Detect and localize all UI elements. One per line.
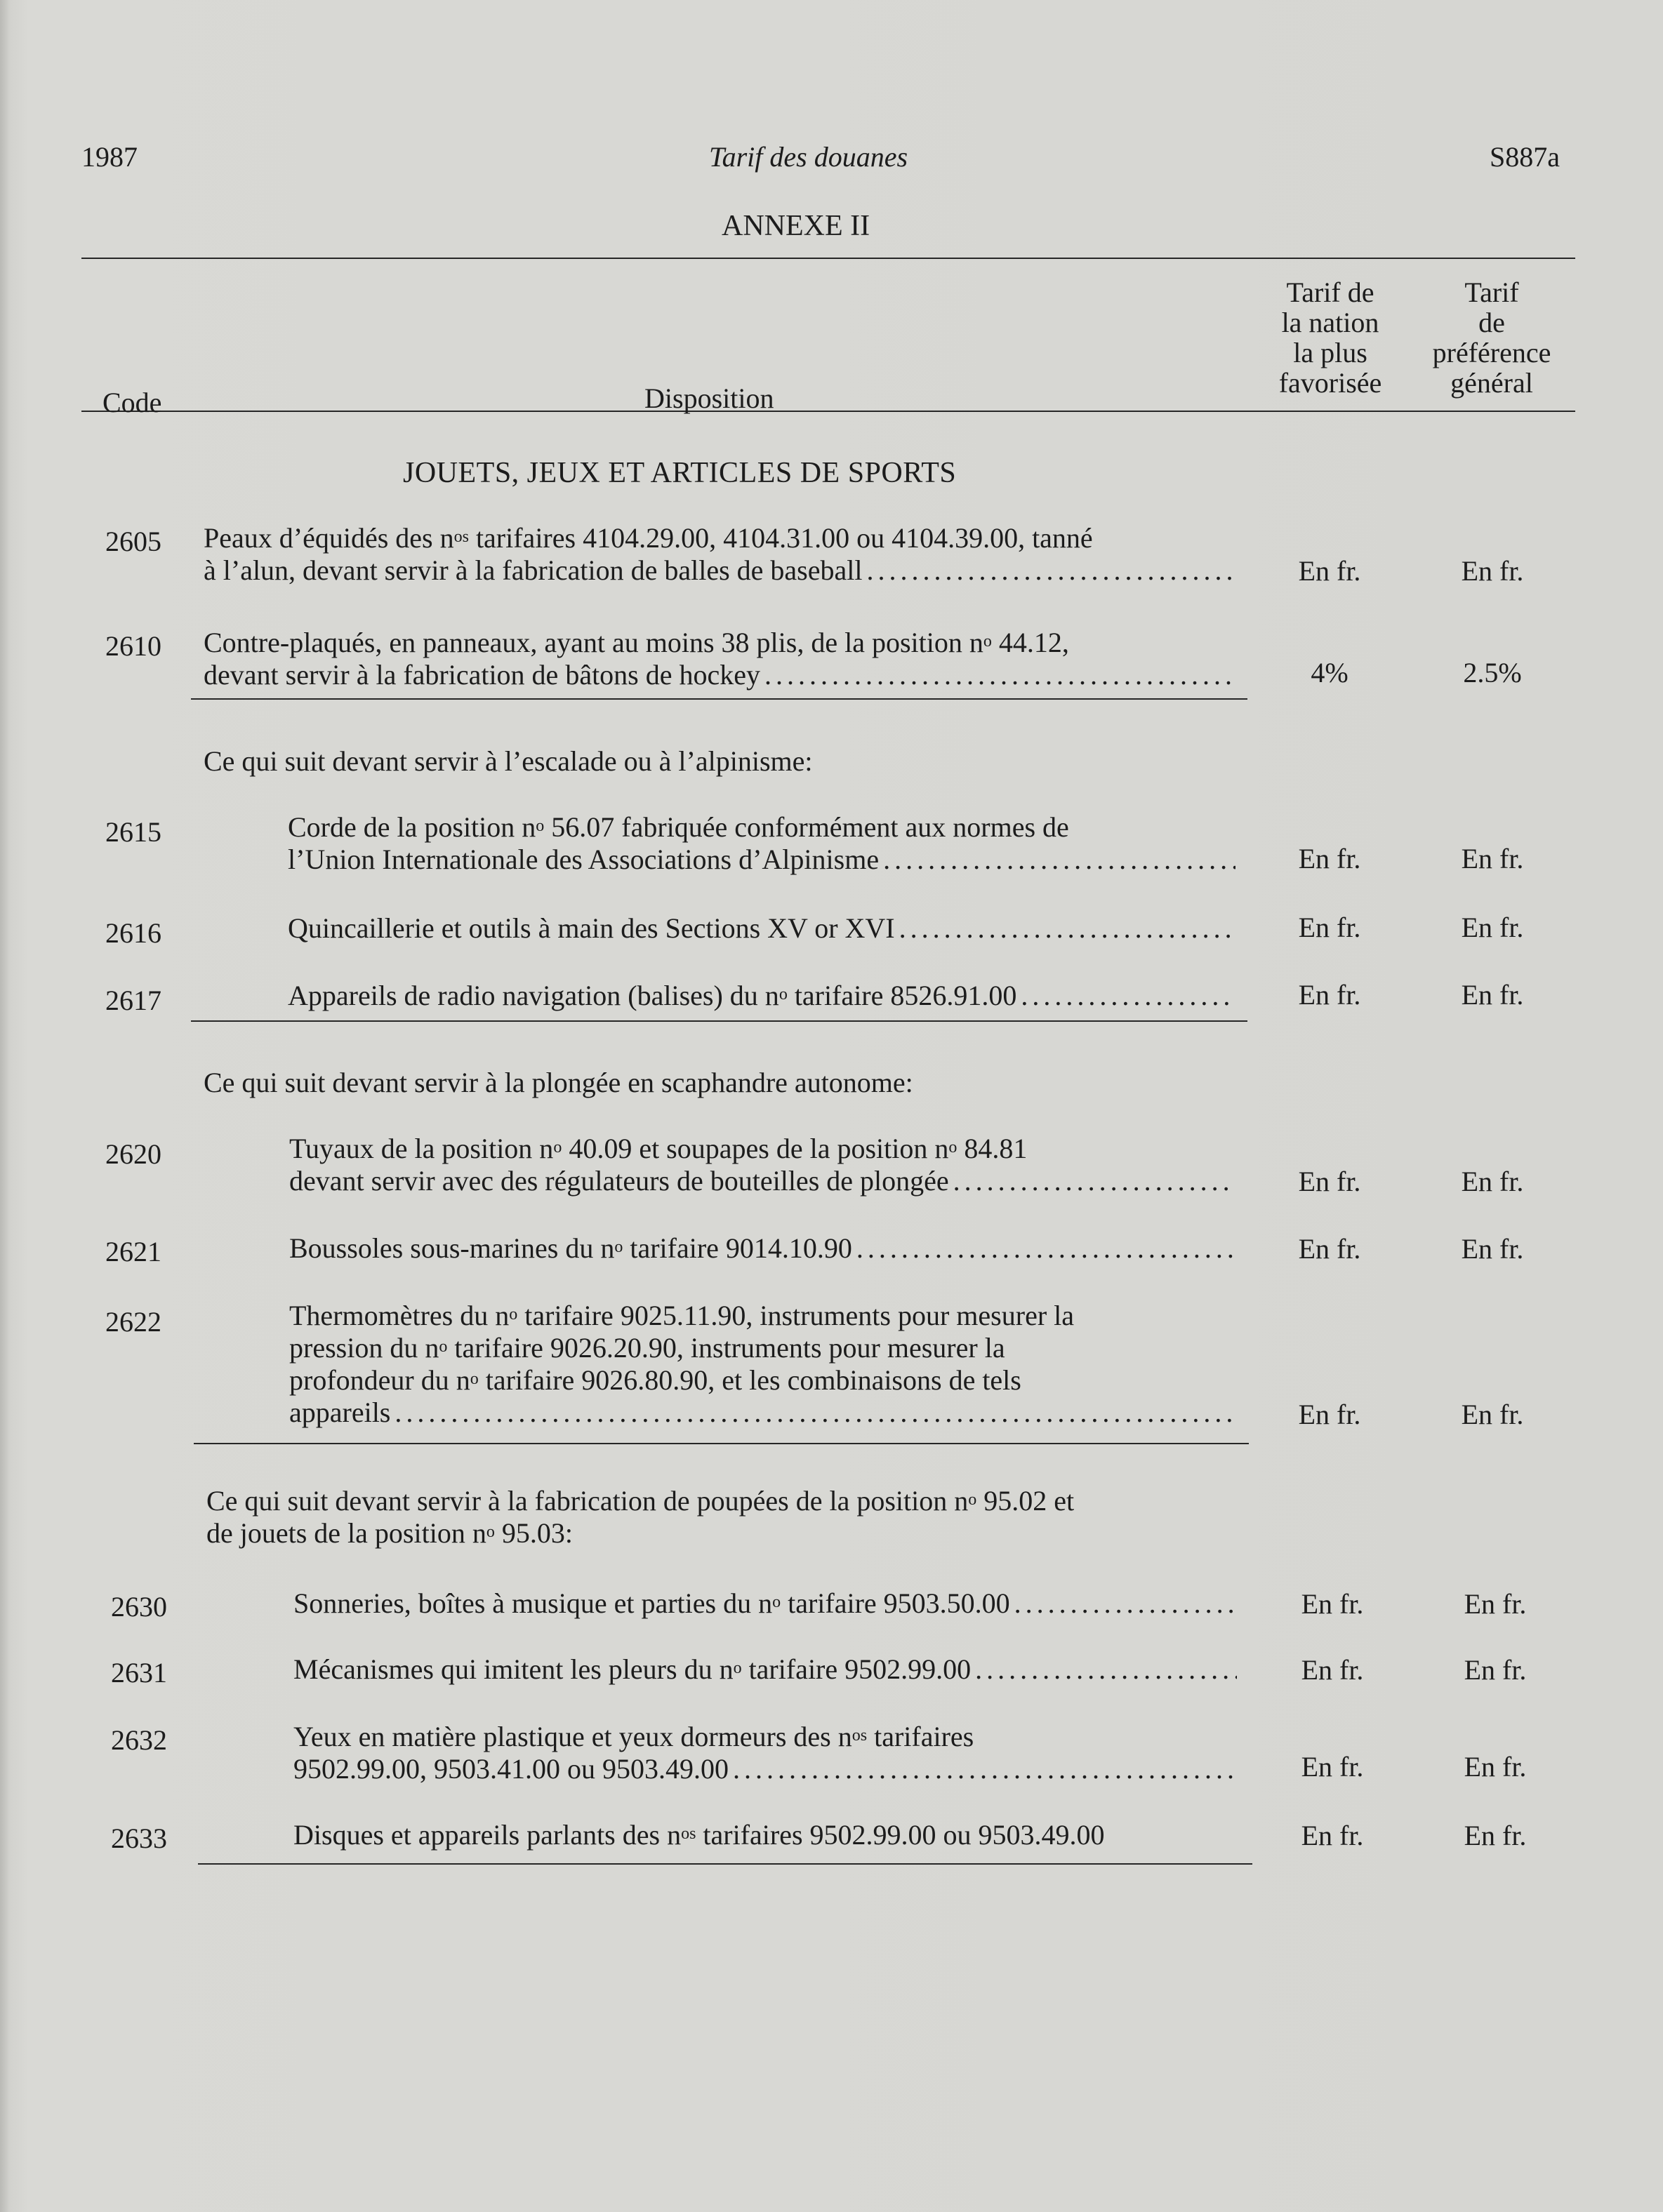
gpt-header-line: Tarif <box>1464 276 1519 308</box>
header-bottom-rule <box>81 411 1575 412</box>
page-reference: S887a <box>1490 141 1560 173</box>
page-year: 1987 <box>81 141 138 173</box>
mfn-rate: En fr. <box>1298 912 1361 943</box>
gpt-header-line: préférence <box>1432 337 1551 368</box>
section-title: JOUETS, JEUX ET ARTICLES DE SPORTS <box>403 457 957 489</box>
gpt-rate: En fr. <box>1464 1588 1527 1620</box>
gpt-header-line: de <box>1478 307 1505 338</box>
group-intro-climbing: Ce qui suit devant servir à l’escalade ou à l’alpinisme: <box>204 745 813 777</box>
mfn-rate: En fr. <box>1301 1751 1364 1783</box>
entry-code: 2631 <box>111 1657 167 1688</box>
entry-code: 2610 <box>105 630 161 662</box>
dot-leader <box>390 1397 1235 1429</box>
gpt-rate: En fr. <box>1461 843 1524 874</box>
mfn-rate: En fr. <box>1298 1399 1361 1430</box>
mfn-header-line: favorisée <box>1278 367 1382 399</box>
entry-description: Sonneries, boîtes à musique et parties du $n^o$ tarifaire 9503.50.00 ..... <box>293 1587 1237 1620</box>
entry-description: Disques et appareils parlants des $n^{os}$ tarifaires 9502.99.00 ou 9503.49.00 <box>293 1819 1105 1851</box>
column-header-mfn <box>1243 277 1418 398</box>
entry-code: 2632 <box>111 1724 167 1756</box>
entry-code: 2621 <box>105 1236 161 1267</box>
dot-leader <box>895 912 1235 945</box>
group-separator-rule <box>191 698 1247 700</box>
dot-leader <box>1016 980 1235 1012</box>
entry-code: 2615 <box>105 816 161 848</box>
column-header-gpt <box>1404 277 1579 398</box>
entry-description: Quincaillerie et outils à main des Sections XV or XVI ..... <box>288 912 1235 945</box>
entry-code: 2633 <box>111 1823 167 1854</box>
mfn-rate: En fr. <box>1301 1820 1364 1851</box>
mfn-header-line: la plus <box>1293 337 1367 368</box>
entry-description: Mécanismes qui imitent les pleurs du $n^o$ tarifaire 9502.99.00 ..... <box>293 1653 1237 1686</box>
mfn-rate: 4% <box>1311 657 1349 688</box>
gpt-rate: En fr. <box>1461 1399 1524 1430</box>
group-intro-diving: Ce qui suit devant servir à la plongée en scaphandre autonome: <box>204 1067 913 1098</box>
entry-description: Corde de la position $n^o$ 56.07 fabriquée conformément aux normes de l’Union Internationale des Associations d’Alpinisme ..... <box>288 811 1235 876</box>
mfn-rate: En fr. <box>1298 843 1361 874</box>
group-separator-rule <box>194 1443 1249 1444</box>
group-separator-rule <box>198 1863 1252 1865</box>
entry-description: Peaux d’équidés des $n^{os}$ tarifaires 4104.29.00, 4104.31.00 ou 4104.39.00, tanné à l’alun, devant servir à la fabrication de balles de baseball ..... <box>204 522 1235 587</box>
group-intro-dolls: Ce qui suit devant servir à la fabrication de poupées de la position $n^o$ 95.02 et de jouets de la position $n^o$ 95.03: <box>206 1485 1075 1549</box>
mfn-rate: En fr. <box>1298 1166 1361 1197</box>
mfn-rate: En fr. <box>1301 1588 1364 1620</box>
column-header-code: Code <box>102 387 162 418</box>
gpt-rate: En fr. <box>1464 1654 1527 1686</box>
gpt-rate: En fr. <box>1461 912 1524 943</box>
dot-leader <box>879 844 1235 876</box>
entry-description: Tuyaux de la position $n^o$ 40.09 et soupapes de la position $n^o$ 84.81 devant servir avec des régulateurs de bouteilles de plongée ..... <box>289 1133 1235 1197</box>
dot-leader <box>852 1232 1235 1265</box>
entry-code: 2620 <box>105 1138 161 1170</box>
mfn-rate: En fr. <box>1298 555 1361 587</box>
dot-leader <box>1010 1587 1237 1620</box>
entry-code: 2616 <box>105 917 161 949</box>
gpt-rate: En fr. <box>1461 555 1524 587</box>
entry-description: Appareils de radio navigation (balises) du $n^o$ tarifaire 8526.91.00 ..... <box>288 980 1235 1012</box>
mfn-rate: En fr. <box>1301 1654 1364 1686</box>
gpt-rate: En fr. <box>1461 979 1524 1011</box>
entry-description: Contre-plaqués, en panneaux, ayant au moins 38 plis, de la position $n^o$ 44.12, devant servir à la fabrication de bâtons de hockey ..... <box>204 627 1235 691</box>
header-top-rule <box>81 258 1575 259</box>
gpt-rate: 2.5% <box>1463 657 1522 688</box>
dot-leader <box>760 659 1235 691</box>
document-title: Tarif des douanes <box>709 141 908 173</box>
dot-leader <box>949 1165 1235 1197</box>
entry-code: 2622 <box>105 1306 161 1338</box>
gpt-rate: En fr. <box>1461 1233 1524 1265</box>
gpt-rate: En fr. <box>1464 1820 1527 1851</box>
entry-description: Yeux en matière plastique et yeux dormeurs des $n^{os}$ tarifaires 9502.99.00, 9503.41.00 ou 9503.49.00 ..... <box>293 1721 1237 1785</box>
gpt-header-line: général <box>1450 367 1533 399</box>
entry-description: Boussoles sous-marines du $n^o$ tarifaire 9014.10.90 ..... <box>289 1232 1235 1265</box>
gpt-rate: En fr. <box>1464 1751 1527 1783</box>
entry-code: 2617 <box>105 985 161 1016</box>
group-separator-rule <box>191 1020 1247 1022</box>
annex-title: ANNEXE II <box>722 210 870 242</box>
mfn-header-line: Tarif de <box>1286 276 1374 308</box>
entry-code: 2605 <box>105 526 161 557</box>
gpt-rate: En fr. <box>1461 1166 1524 1197</box>
mfn-rate: En fr. <box>1298 979 1361 1011</box>
dot-leader <box>971 1653 1237 1686</box>
entry-code: 2630 <box>111 1591 167 1623</box>
mfn-rate: En fr. <box>1298 1233 1361 1265</box>
dot-leader <box>729 1753 1237 1785</box>
column-header-disposition: Disposition <box>644 382 774 414</box>
mfn-header-line: la nation <box>1281 307 1379 338</box>
entry-description: Thermomètres du $n^o$ tarifaire 9025.11.90, instruments pour mesurer la pression du $n^o$ tarifaire 9026.20.90, instruments pour mesurer la profondeur du $n^o$ tarifaire 9026.80.90, et les combinaisons de tels appareils ..... <box>289 1300 1235 1429</box>
dot-leader <box>862 554 1235 587</box>
